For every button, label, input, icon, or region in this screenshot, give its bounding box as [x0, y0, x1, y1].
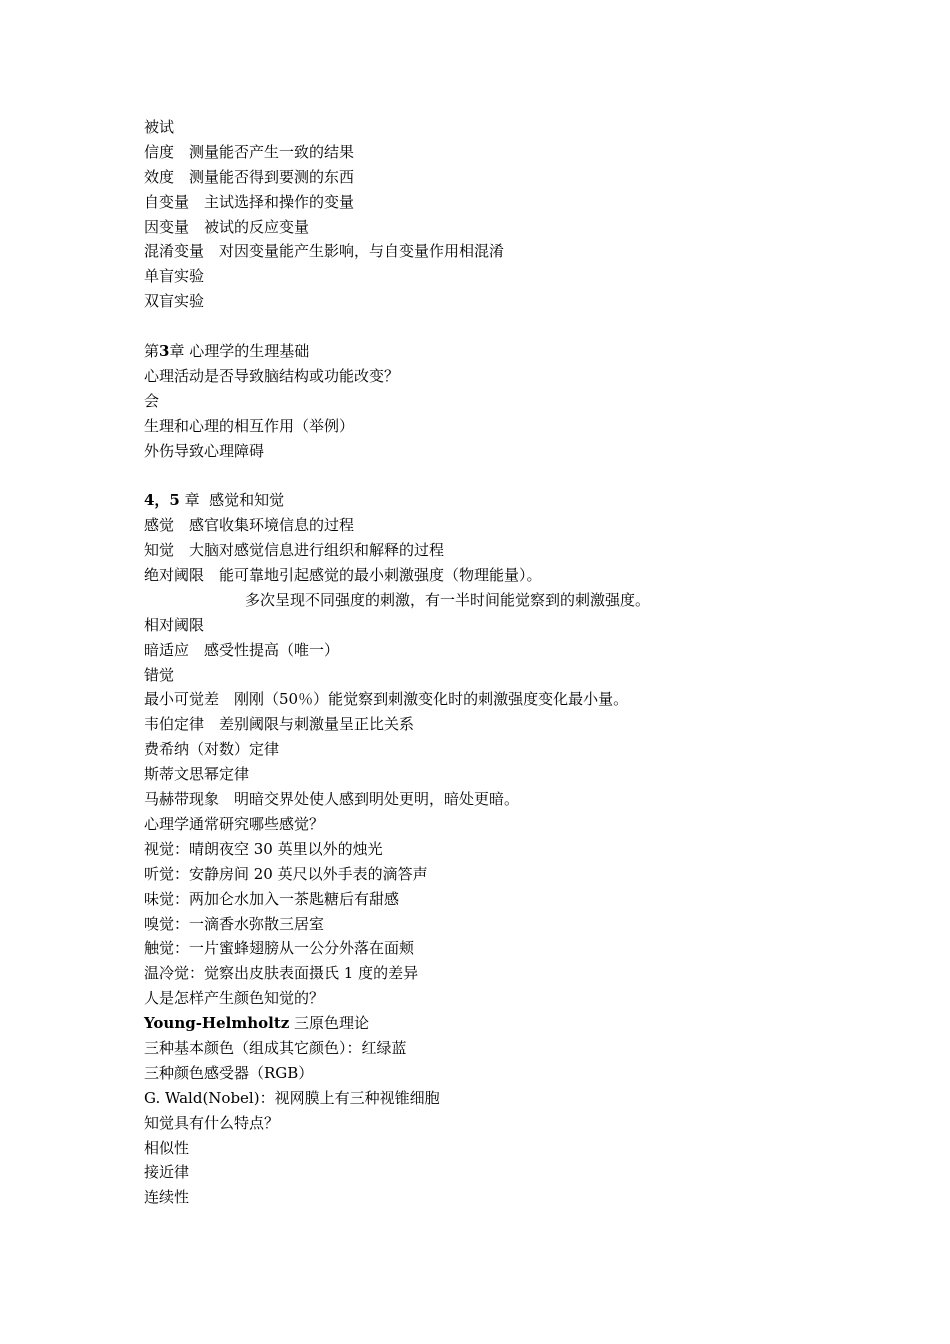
chapter-3-heading-title: 章 心理学的生理基础: [169, 342, 310, 361]
text-line: 错觉: [144, 665, 175, 684]
blank-line: [144, 463, 904, 488]
text-line: 感觉 感官收集环境信息的过程: [144, 516, 355, 535]
text-line: 人是怎样产生颜色知觉的？: [144, 989, 325, 1008]
text-line: 心理活动是否导致脑结构或功能改变？: [144, 366, 400, 385]
text-line: 单盲实验: [144, 267, 205, 286]
section-chapter-3: [144, 339, 904, 463]
text-line: 被试: [144, 118, 175, 136]
text-line: 相对阈限: [144, 615, 205, 634]
text-line: 韦伯定律 差别阈限与刺激量呈正比关系: [144, 715, 415, 734]
text-line: 斯蒂文思幂定律: [144, 765, 250, 784]
chapter-3-heading-number: 3: [159, 342, 170, 361]
text-line: 双盲实验: [144, 292, 205, 311]
young-helmholtz-theory: 三原色理论: [289, 1014, 370, 1033]
text-line: G. Wald(Nobel)：视网膜上有三种视锥细胞: [144, 1088, 440, 1107]
section-chapter-4-5: [144, 488, 904, 1210]
chapter-4-5-heading-number: 4，5: [144, 491, 180, 510]
text-line: 因变量 被试的反应变量: [144, 217, 310, 236]
text-line: 视觉：晴朗夜空 30 英里以外的烛光: [144, 839, 383, 858]
text-line: 绝对阈限 能可靠地引起感觉的最小刺激强度（物理能量）。: [144, 566, 542, 585]
text-line: 嗅觉：一滴香水弥散三居室: [144, 914, 325, 933]
text-line: 心理学通常研究哪些感觉？: [144, 814, 325, 833]
document-page: [144, 115, 904, 1210]
indented-text-line: 多次呈现不同强度的刺激，有一半时间能觉察到的刺激强度。: [245, 590, 651, 609]
text-line: 自变量 主试选择和操作的变量: [144, 192, 355, 211]
text-line: 连续性: [144, 1188, 190, 1207]
text-line: 知觉具有什么特点？: [144, 1113, 280, 1132]
text-line: 听觉：安静房间 20 英尺以外手表的滴答声: [144, 864, 428, 883]
chapter-4-5-heading: [144, 488, 904, 513]
text-line: 费希纳（对数）定律: [144, 740, 280, 759]
text-line: 信度 测量能否产生一致的结果: [144, 142, 355, 161]
text-line: 效度 测量能否得到要测的东西: [144, 167, 355, 186]
text-line: 会: [144, 391, 160, 410]
text-line: 相似性: [144, 1138, 190, 1157]
chapter-3-heading-prefix: 第: [144, 342, 160, 361]
text-line: 触觉：一片蜜蜂翅膀从一公分外落在面颊: [144, 939, 415, 958]
chapter-4-5-heading-title: 章 感觉和知觉: [179, 491, 285, 510]
blank-line: [144, 314, 904, 339]
text-line: 暗适应 感受性提高（唯一）: [144, 640, 340, 659]
young-helmholtz-line: [144, 1011, 904, 1036]
text-line: 接近律: [144, 1163, 190, 1182]
section-experiment-terms: [144, 115, 904, 314]
text-line: 温冷觉：觉察出皮肤表面摄氏 1 度的差异: [144, 964, 419, 983]
text-line: 三种颜色感受器（RGB）: [144, 1063, 314, 1082]
text-line: 马赫带现象 明暗交界处使人感到明处更明，暗处更暗。: [144, 790, 520, 809]
text-line: 知觉 大脑对感觉信息进行组织和解释的过程: [144, 541, 445, 560]
text-line: 味觉：两加仑水加入一茶匙糖后有甜感: [144, 889, 400, 908]
text-line: 最小可觉差 刚刚（50％）能觉察到刺激变化时的刺激强度变化最小量。: [144, 690, 629, 709]
text-line: 外伤导致心理障碍: [144, 441, 265, 460]
text-line: 生理和心理的相互作用（举例）: [144, 416, 355, 435]
chapter-3-heading: [144, 339, 904, 364]
text-line: 三种基本颜色（组成其它颜色）：红绿蓝: [144, 1038, 407, 1057]
text-line: 混淆变量 对因变量能产生影响，与自变量作用相混淆: [144, 242, 505, 261]
young-helmholtz-name: Young-Helmholtz: [144, 1014, 290, 1033]
